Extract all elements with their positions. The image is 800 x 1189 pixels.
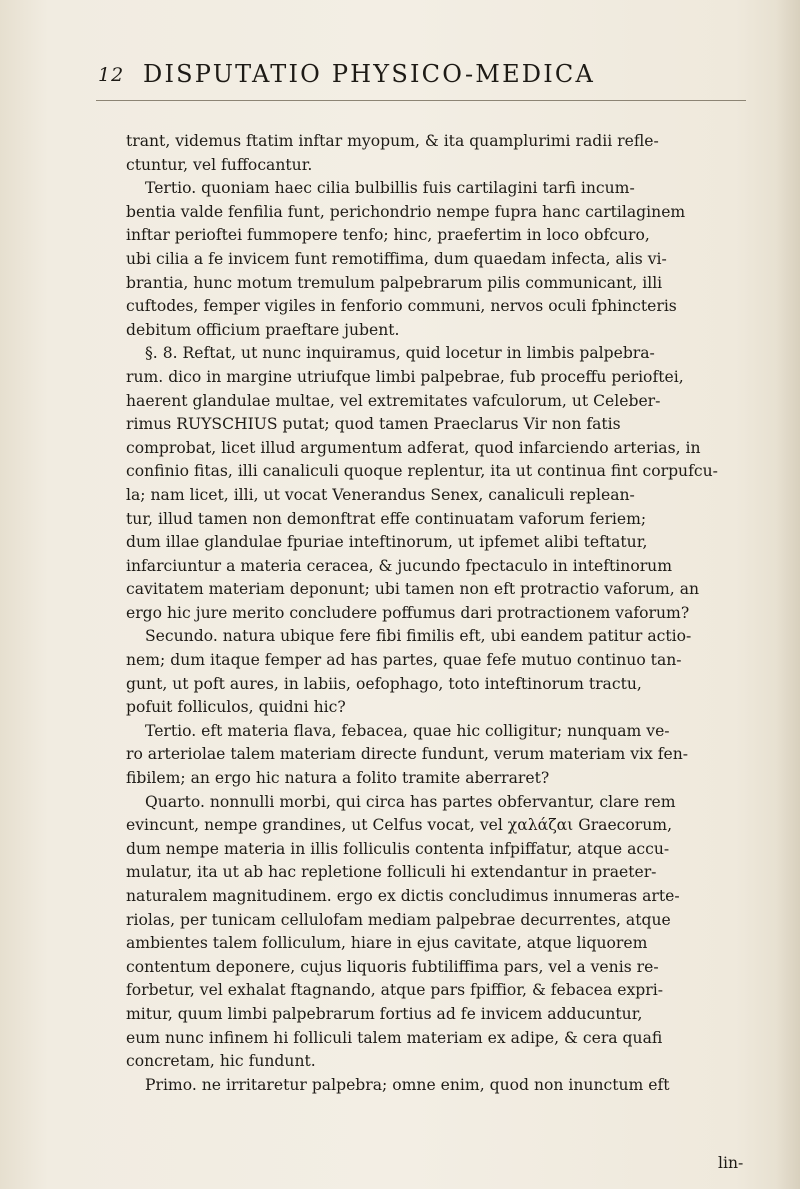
text-line: bentia valde fenfilia funt, perichondrio nempe fupra hanc cartilaginem	[126, 202, 686, 221]
text-line: rum. dico in margine utriufque limbi palpebrae, fub proceffu perioftei,	[126, 367, 684, 386]
text-line: comprobat, licet illud argumentum adferat, quod infarciendo arterias, in	[126, 438, 701, 457]
page-number: 12	[98, 64, 125, 86]
text-line: eum nunc infinem hi folliculi talem materiam ex adipe, & cera quafi	[126, 1028, 663, 1047]
text-line: gunt, ut poft aures, in labiis, oefophago, toto inteftinorum tractu,	[126, 674, 642, 693]
text-line: mulatur, ita ut ab hac repletione folliculi hi extendantur in praeter-	[126, 863, 657, 882]
text-line: mitur, quum limbi palpebrarum fortius ad fe invicem adducuntur,	[126, 1004, 643, 1023]
text-line: nem; dum itaque femper ad has partes, quae fefe mutuo continuo tan-	[126, 651, 682, 670]
text-line: brantia, hunc motum tremulum palpebrarum pilis communicant, illi	[126, 273, 663, 292]
text-line: contentum deponere, cujus liquoris fubtiliffima pars, vel a venis re-	[126, 957, 659, 976]
text-line: Tertio. quoniam haec cilia bulbillis fuis cartilagini tarfi incum-	[145, 179, 635, 198]
text-line: pofuit folliculos, quidni hic?	[126, 698, 346, 717]
text-line: riolas, per tunicam cellulofam mediam palpebrae decurrentes, atque	[126, 910, 671, 929]
running-head: DISPUTATIO PHYSICO-MEDICA	[143, 60, 596, 88]
text-line: dum illae glandulae fpuriae inteftinorum, ut ipfemet alibi teftatur,	[126, 533, 648, 552]
catchword: lin-	[718, 1154, 744, 1172]
text-line: Quarto. nonnulli morbi, qui circa has partes obfervantur, clare rem	[145, 792, 676, 811]
text-line: ro arteriolae talem materiam directe fundunt, verum materiam vix fen-	[126, 745, 689, 764]
text-line: ambientes talem folliculum, hiare in ejus cavitate, atque liquorem	[126, 934, 648, 953]
text-line: trant, videmus ftatim inftar myopum, & ita quamplurimi radii refle-	[126, 132, 659, 150]
text-line: dum nempe materia in illis folliculis contenta infpiffatur, atque accu-	[126, 839, 670, 858]
text-line: la; nam licet, illi, ut vocat Venerandus Senex, canaliculi replean-	[126, 485, 635, 504]
text-line: inftar perioftei fummopere tenfo; hinc, praefertim in loco obfcuro,	[126, 226, 650, 245]
page-header	[96, 58, 746, 98]
text-line: infarciuntur a materia ceracea, & jucundo fpectaculo in inteftinorum	[126, 556, 672, 575]
text-line: confinio fitas, illi canaliculi quoque replentur, ita ut continua fint corpufcu-	[126, 462, 718, 481]
text-line: Secundo. natura ubique fere fibi fimilis eft, ubi eandem patitur actio-	[145, 627, 692, 646]
text-line: Primo. ne irritaretur palpebra; omne enim, quod non inunctum eft	[145, 1075, 670, 1094]
text-line: haerent glandulae multae, vel extremitates vafculorum, ut Celeber-	[126, 391, 661, 410]
text-line: ubi cilia a fe invicem funt remotiffima, dum quaedam infecta, alis vi-	[126, 249, 667, 268]
text-line: ergo hic jure merito concludere poffumus dari protractionem vaforum?	[126, 603, 690, 622]
header-rule	[96, 100, 746, 101]
text-line: naturalem magnitudinem. ergo ex dictis concludimus innumeras arte-	[126, 887, 680, 905]
text-line: ctuntur, vel fuffocantur.	[126, 155, 313, 174]
body-text	[126, 130, 748, 1097]
page-edge-shadow	[776, 0, 800, 1189]
text-line: rimus RUYSCHIUS putat; quod tamen Praeclarus Vir non fatis	[126, 415, 621, 434]
text-line: concretam, hic fundunt.	[126, 1052, 316, 1071]
text-line: cuftodes, femper vigiles in fenforio communi, nervos oculi fphincteris	[126, 297, 677, 316]
text-line: forbetur, vel exhalat ftagnando, atque pars fpiffior, & febacea expri-	[126, 981, 663, 1000]
text-line: fibilem; an ergo hic natura a folito tramite aberraret?	[126, 769, 550, 788]
text-line: tur, illud tamen non demonftrat effe continuatam vaforum feriem;	[126, 509, 647, 528]
text-line: cavitatem materiam deponunt; ubi tamen non eft protractio vaforum, an	[126, 580, 700, 599]
text-line: evincunt, nempe grandines, ut Celfus vocat, vel χαλάζαι Graecorum,	[126, 816, 673, 835]
text-line: Tertio. eft materia flava, febacea, quae hic colligitur; nunquam ve-	[145, 721, 670, 740]
text-line: §. 8. Reftat, ut nunc inquiramus, quid locetur in limbis palpebra-	[145, 344, 655, 363]
text-line: debitum officium praeftare jubent.	[126, 320, 400, 339]
